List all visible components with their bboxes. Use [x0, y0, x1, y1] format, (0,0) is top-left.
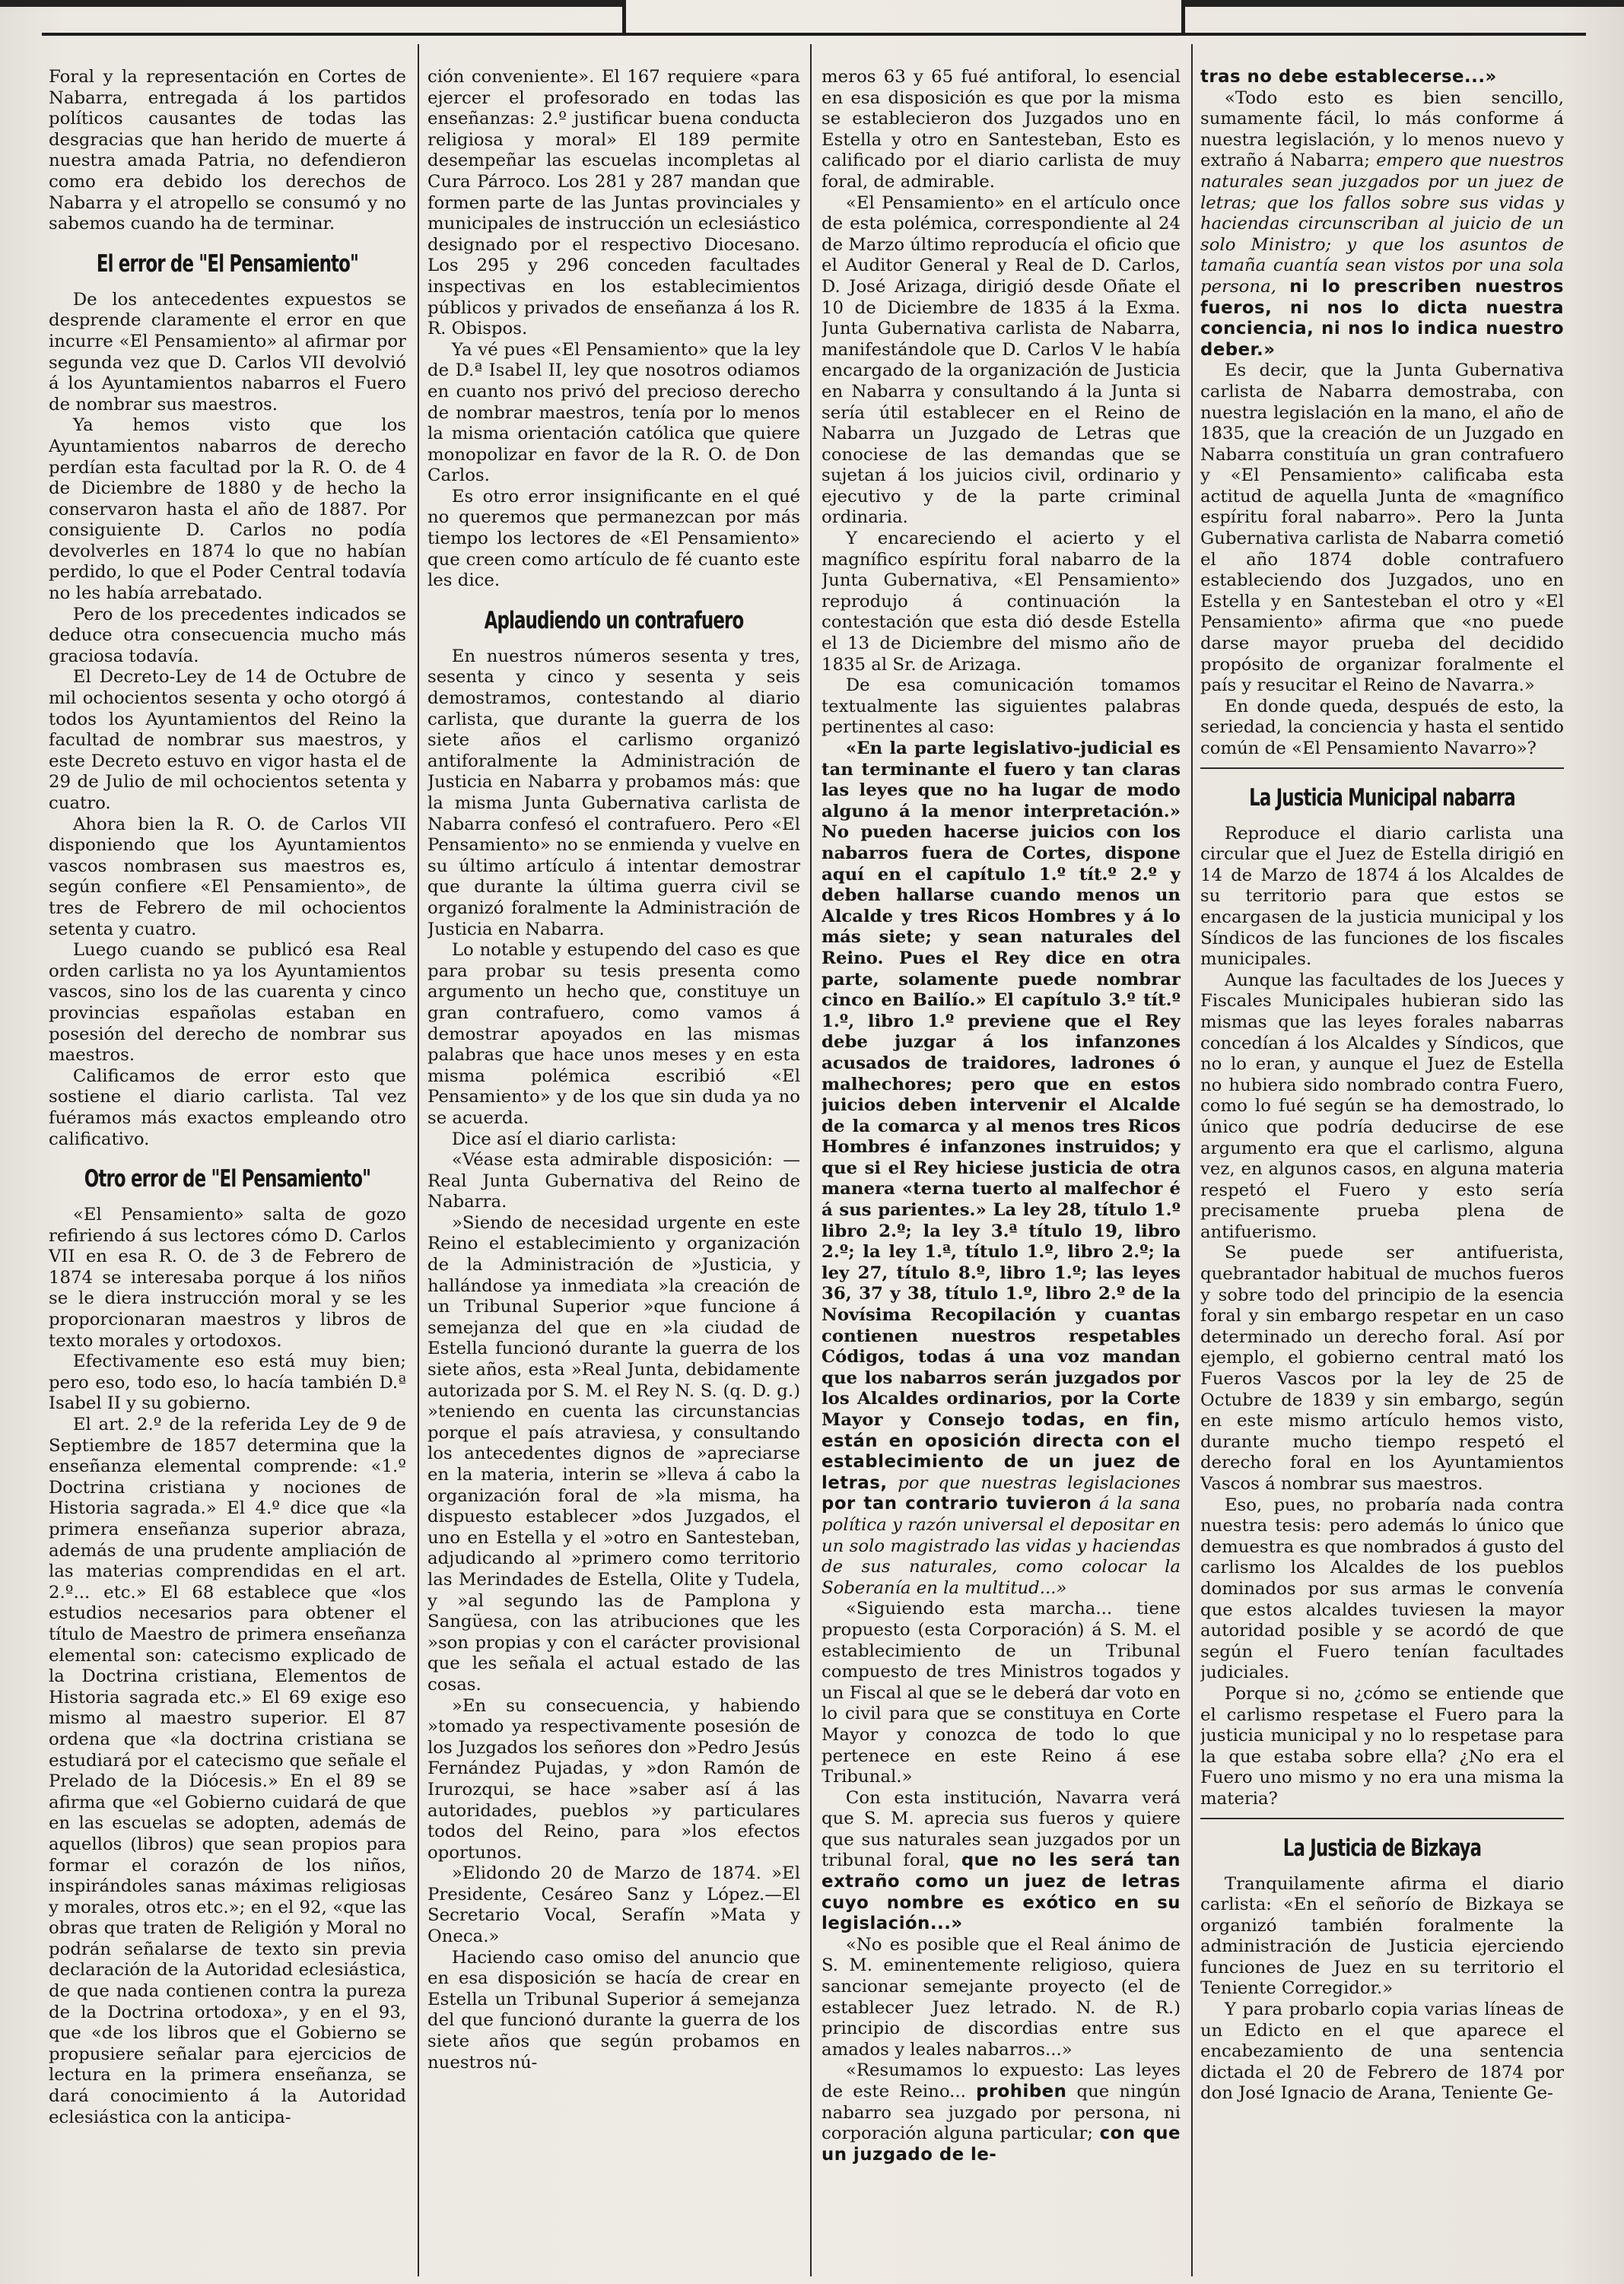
column-1	[49, 67, 406, 2273]
top-border-left	[0, 0, 622, 7]
column-3	[822, 67, 1181, 2273]
paragraph: Aunque las facultades de los Jueces y Fiscales Municipales hubieran sido las mismas que las leyes forales nabarras concedían á los Alcaldes y Síndicos, que no lo eran, y aunque el Juez de Estella no hubiera sido nombrado contra Fuero, como lo fué según se ha demostrado, lo único que podría deducirse de ese argumento era que el carlismo, alguna vez, en algunos casos, en alguna materia respetó el Fuero y esto sería precisamente prueba plena de antifuerismo.	[1200, 970, 1564, 1242]
quote-text: «En la parte legislativo-judicial es tan terminante el fuero y tan claras las leyes que no ha lugar de modo alguno á la menor interpretación.» No pueden hacerse juicios con los nabarros fuera de Cortes, dispone aquí en el capítulo 1.º tít.º 2.º y deben hallarse cuando menos un Alcalde y tres Ricos Hombres y á lo más siete; y sean naturales del Reino. Pues el Rey dice en otra parte, solamente puede nombrar cinco en Bailío.» El capítulo 3.º tít.º 1.º, libro 1.º previene que el Rey debe juzgar á los infanzones acusados de traidores, ladrones ó malhechores; pero que en estos juicios deben intervenir el Alcalde de la comarca y al menos tres Ricos Hombres é infanzones instruidos; y que si el Rey hiciese justicia de otra manera «terna tuerto al malfechor é á sus parientes.» La ley 28, título 1.º libro 2.º; la ley 3.ª título 19, libro 2.º; la ley 1.ª, título 1.º, libro 2.º; la ley 27, título 8.º, libro 1.º; las leyes 36, 37 y 38, título 1.º, libro 2.º de la Novísima Recopilación y cuantas contienen nuestros respetables Códigos, todas á una voz mandan que los nabarros serán juzgados por los Alcaldes ordinarios, por la Corte Mayor y Consejo	[822, 739, 1181, 1430]
top-divider-right	[1181, 0, 1185, 34]
headline-justicia-bizkaya: La Justicia de Bizkaya	[1282, 1834, 1482, 1862]
column-rule	[810, 44, 812, 2276]
paragraph: Lo notable y estupendo del caso es que para probar su tesis presenta como argumento un hecho que, constituye un gran contrafuero, como vamos á demostrar apoyados en las mismas palabras que hace unos meses y en esta misma polémica escribió «El Pensamiento» y de los que sin duda ya no se acuerda.	[427, 940, 800, 1128]
emphasis-text: con que un juzgado de le-	[822, 2124, 1181, 2165]
paragraph: Y para probarlo copia varias líneas de un Edicto en el que aparece el encabezamiento de una sentencia dictada el 20 de Febrero de 1874 por don José Ignacio de Arana, Teniente Ge-	[1200, 2000, 1564, 2104]
paragraph	[1200, 88, 1564, 361]
paragraph	[822, 2060, 1181, 2165]
paragraph: »En su consecuencia, y habiendo »tomado ya respectivamente posesión de los Juzgados los señores don »Pedro Jesús Fernández Pujadas, y »don Ramón de Irurozqui, se hace »saber así á las autoridades, pueblos »y particulares todos del Reino, para »los efectos oportunos.	[427, 1695, 800, 1863]
paragraph: Efectivamente eso está muy bien; pero eso, todo eso, lo hacía también D.ª Isabel II y su gobierno.	[49, 1352, 406, 1414]
quote-text: á la sana política y razón universal el depositar en un solo magistrado las vidas y haciendas de sus naturales, como colocar la Soberanía en la multitud...»	[822, 1494, 1181, 1598]
text: Con esta institución, Navarra verá que S. M. aprecia sus fueros y quiere que sus naturales sean juzgados por un tribunal foral,	[822, 1787, 1181, 1871]
paragraph: Reproduce el diario carlista una circular que el Juez de Estella dirigió en 14 de Marzo de 1874 á los Alcaldes de su territorio para que estos se encargasen de la justicia municipal y los Síndicos de las funciones de los fiscales municipales.	[1200, 823, 1564, 970]
paragraph: Haciendo caso omiso del anuncio que en esa disposición se hacía de crear en Estella un Tribunal Superior á semejanza del que funcionó durante la guerra de los siete años que según probamos en nuestros nú-	[427, 1947, 800, 2073]
divider	[1200, 767, 1564, 769]
headline-justicia-municipal: La Justicia Municipal nabarra	[1249, 783, 1515, 812]
emphasis-text: por tan contrario tuvieron	[822, 1494, 1092, 1514]
top-border-right	[1183, 0, 1624, 7]
paragraph: Dice así el diario carlista:	[451, 1129, 677, 1149]
paragraph: Es decir, que la Junta Gubernativa carlista de Nabarra demostraba, con nuestra legislación en la mano, el año de 1835, que la creación de un Juzgado en Nabarra constituía un gran contrafuero y «El Pensamiento» calificaba esta actitud de aquella Junta de «magnífico espíritu foral nabarro». Pero la Junta Gubernativa carlista de Nabarra cometió el año 1874 doble contrafuero estableciendo dos Juzgados, uno en Estella y en Santesteban el otro y «El Pensamiento» afirma que «no puede darse mayor prueba del decidido propósito de organizar foralmente el país y resucitar el Reino de Navarra.»	[1200, 361, 1564, 696]
emphasis-text: ni lo prescriben nuestros fueros, ni nos lo dicta nuestra conciencia, ni nos lo indica nuestro deber.»	[1200, 276, 1564, 360]
paragraph: ción conveniente». El 167 requiere «para ejercer el profesorado en todas las enseñanzas: 2.º justificar buena conducta religiosa y moral» El 189 permite desempeñar las escuelas incompletas al Cura Párroco. Los 281 y 287 mandan que formen parte de las Juntas provinciales y municipales de instrucción un eclesiástico designado por el respectivo Diocesano. Los 295 y 296 conceden facultades inspectivas en los establecimientos públicos y privados de enseñanza á los R. R. Obispos.	[427, 67, 800, 339]
paragraph: »Elidondo 20 de Marzo de 1874. »El Presidente, Cesáreo Sanz y López.—El Secretario Vocal, Serafín »Mata y Oneca.»	[427, 1863, 800, 1947]
paragraph: Pero de los precedentes indicados se deduce otra consecuencia mucho más graciosa todavía.	[49, 604, 406, 666]
text: «Resumamos lo expuesto: Las leyes de este Reino...	[822, 2060, 1181, 2101]
paragraph	[1200, 67, 1564, 88]
paragraph: Calificamos de error esto que sostiene el diario carlista. Tal vez fuéramos más exactos empleando otro calificativo.	[49, 1066, 406, 1149]
divider	[1200, 1818, 1564, 1819]
paragraph	[822, 1788, 1181, 1935]
paragraph: «Véase esta admirable disposición: —Real Junta Gubernativa del Reino de Nabarra.	[427, 1150, 800, 1212]
paragraph: Y encareciendo el acierto y el magnífico espíritu foral nabarro de la Junta Gubernativa, «El Pensamiento» reprodujo á continuación la contestación que esta dió desde Estella el 13 de Diciembre del mismo año de 1835 al Sr. de Arizaga.	[822, 529, 1181, 675]
paragraph: En nuestros números sesenta y tres, sesenta y cinco y sesenta y seis demostramos, contestando al diario carlista, que durante la guerra de los siete años el carlismo organizó antiforalmente la Administración de Justicia en Nabarra y probamos más: que la misma Junta Gubernativa carlista de Nabarra confesó el contrafuero. Pero «El Pensamiento» no se enmienda y vuelve en su último artículo á intentar demostrar que durante la última guerra civil se organizó foralmente la Administración de Justicia en Nabarra.	[427, 646, 800, 939]
paragraph: Luego cuando se publicó esa Real orden carlista no ya los Ayuntamientos vascos, sino los de las cuarenta y cinco provincias españolas estaban en posesión del derecho de nombrar sus maestros.	[49, 940, 406, 1066]
header-rule	[42, 33, 1586, 36]
paragraph: En donde queda, después de esto, la seriedad, la conciencia y hasta el sentido común de «El Pensamiento Navarro»?	[1200, 696, 1564, 758]
column-4	[1200, 67, 1564, 2273]
paragraph: El art. 2.º de la referida Ley de 9 de Septiembre de 1857 determina que la enseñanza elemental comprende: «1.º Doctrina cristiana y nociones de Historia sagrada.» El 4.º dice que «la primera enseñanza superior abraza, además de una prudente ampliación de las materias comprendidas en el art. 2.º... etc.» El 68 establece que «los estudios necesarios para obtener el título de Maestro de primera enseñanza elemental son: catecismo explicado de la Doctrina cristiana, Elementos de Historia sagrada etc.» El 69 exige eso mismo al maestro superior. El 87 ordena que «la doctrina cristiana se estudiará por el catecismo que señale el Prelado de la Diócesis.» En el 89 se afirma que «el Gobierno cuidará de que en las escuelas se adopten, además de aquellos (libros) que sean propios para formar el corazón de los niños, inspirándoles sanas máximas religiosas y morales, otros etc.»; en el 92, «que las obras que traten de Religión y Moral no podrán señalarse de texto sin previa declaración de la Autoridad eclesiástica, de que nada contienen contra la pureza de la Doctrina ortodoxa», y en el 93, que «de los libros que el Gobierno se propusiere señalar para ejercicios de lectura en la primera enseñanza, se dará conocimiento á la Autoridad eclesiástica con la anticipa-	[49, 1415, 406, 2127]
paragraph: Ya hemos visto que los Ayuntamientos nabarros de derecho perdían esta facultad por la R. O. de 4 de Diciembre de 1880 y de hecho la conservaron hasta el año de 1887. Por consiguiente D. Carlos no podía devolverles en 1874 lo que no habían perdido, lo que el Poder Central todavía no les había arrebatado.	[49, 415, 406, 604]
paragraph: De los antecedentes expuestos se desprende claramente el error en que incurre «El Pensamiento» al afirmar por segunda vez que D. Carlos VII devolvió á los Ayuntamientos nabarros el Fuero de nombrar sus maestros.	[49, 289, 406, 415]
paragraph: «El Pensamiento» en el artículo once de esta polémica, correspondiente al 24 de Marzo último reproducía el oficio que el Auditor General y Real de D. Carlos, D. José Arizaga, dirigió desde Oñate el 10 de Diciembre de 1835 á la Exma. Junta Gubernativa carlista de Nabarra, manifestándole que D. Carlos V le había encargado de la organización de Justicia en Nabarra y consultando á la Junta si sería útil establecer en el Reino de Nabarra un Juzgado de Letras que conociese de las demandas que se sujetan á los juicios civil, ordinario y ejecutivo y de la parte criminal ordinaria.	[822, 192, 1181, 528]
headline-otro-error: Otro error de "El Pensamiento"	[84, 1165, 371, 1193]
paragraph: Tranquilamente afirma el diario carlista: «En el señorío de Bizkaya se organizó también foralmente la administración de Justicia ejerciendo funciones de Juez en su territorio el Teniente Corregidor.»	[1200, 1873, 1564, 1999]
quote-text: por que nuestras legislaciones	[887, 1472, 1181, 1493]
paragraph: El Decreto-Ley de 14 de Octubre de mil ochocientos sesenta y ocho otorgó á todos los Ayuntamientos del Reino la facultad de nombrar sus maestros, y este Decreto estuvo en vigor hasta el de 29 de Julio de mil ochocientos setenta y cuatro.	[49, 667, 406, 813]
emphasis-text: prohiben	[976, 2082, 1067, 2101]
paragraph: »Siendo de necesidad urgente en este Reino el establecimiento y organización de la Administración de »Justicia, y hallándose ya inmediata »la creación de un Tribunal Superior »que funcione á semejanza del que en »la ciudad de Estella funcionó durante la guerra de los siete años, esta »Real Junta, debidamente autorizada por S. M. el Rey N. S. (q. D. g.) »teniendo en cuenta las circunstancias porque el país atraviesa, y consultando los antecedentes dignos de »apreciarse en la materia, interin se »lleva á cabo la organización foral de »la misma, ha dispuesto establecer »dos Juzgados, el uno en Estella y el »otro en Santesteban, adjudicando al »primero como territorio las Merindades de Estella, Olite y Tudela, y »al segundo las de Pamplona y Sangüesa, con las atribuciones que les »son propias y con el carácter provisional que les señala el actual estado de las cosas.	[427, 1212, 800, 1695]
paragraph	[822, 739, 1181, 1599]
paragraph: Eso, pues, no probaría nada contra nuestra tesis: pero además lo único que demuestra es que nombrados á gusto del carlismo los Alcaldes de los pueblos dominados por sus armas le convenía que estos alcaldes tuviesen la mayor autoridad posible y se acordó de que según el Fuero tenían facultades judiciales.	[1200, 1495, 1564, 1683]
text: «Todo esto es bien sencillo, sumamente fácil, lo más conforme á nuestra legislación, y lo menos nuevo y extraño á Nabarra;	[1200, 87, 1564, 171]
quote-text: empero que nuestros naturales sean juzgados por un juez de letras; que los fallos sobre sus vidas y haciendas circunscriban al juicio de un solo Ministro; y que los asuntos de tamaña cuantía sean vistos por una sola persona,	[1200, 151, 1564, 297]
paragraph: meros 63 y 65 fué antiforal, lo esencial en esa disposición es que por la misma se establecieron dos Juzgados uno en Estella y otro en Santesteban, Esto es calificado por el diario carlista de muy foral, de admirable.	[822, 67, 1181, 192]
column-rule	[1191, 44, 1193, 2276]
emphasis-text: tras no debe establecerse...»	[1200, 67, 1497, 87]
paragraph: «No es posible que el Real ánimo de S. M. eminentemente religioso, quiera sancionar semejante proyecto (el de establecer Juez letrado. N. de R.) principio de discordias entre sus amados y leales nabarros...»	[822, 1934, 1181, 2060]
emphasis-text: que no les será tan extraño como un juez de letras cuyo nombre es exótico en su legislación...»	[822, 1850, 1181, 1934]
text: que ningún nabarro sea juzgado por persona, ni corporación alguna particular;	[822, 2082, 1181, 2144]
top-divider-left	[622, 0, 626, 34]
paragraph: «Siguiendo esta marcha... tiene propuesto (esta Corporación) á S. M. el establecimiento de un Tribunal compuesto de tres Ministros togados y un Fiscal al que se le deberá dar voto en lo civil para que se constituya en Corte Mayor y conozca de todo lo que pertenece en este Reino á ese Tribunal.»	[822, 1599, 1181, 1787]
paragraph: Ahora bien la R. O. de Carlos VII disponiendo que los Ayuntamientos vascos nombrasen sus maestros es, según confiere «El Pensamiento», de tres de Febrero de mil ochocientos setenta y cuatro.	[49, 814, 406, 939]
paragraph: Ya vé pues «El Pensamiento» que la ley de D.ª Isabel II, ley que nosotros odiamos en cuanto nos privó del precioso derecho de nombrar maestros, tenía por lo menos la misma orientación católica que quiere monopolizar en favor de la R. O. de Don Carlos.	[427, 339, 800, 486]
paragraph: Se puede ser antifuerista, quebrantador habitual de muchos fueros y sobre todo del principio de la esencia foral y sin embargo respetar en un caso determinado un derecho foral. Así por ejemplo, el gobierno central mató los Fueros Vascos por la ley de 25 de Octubre de 1839 y sin embargo, según en este mismo artículo hemos visto, durante mucho tiempo respetó el derecho foral en los Ayuntamientos Vascos á nombrar sus maestros.	[1200, 1243, 1564, 1494]
column-2	[427, 67, 800, 2273]
paragraph: Foral y la representación en Cortes de Nabarra, entregada á los partidos políticos causantes de todas las desgracias que han herido de muerte á nuestra amada Patria, no defendieron como era debido los derechos de Nabarra y el atropello se consumó y no sabemos cuando ha de terminar.	[49, 67, 406, 234]
paragraph: Es otro error insignificante en el qué no queremos que permanezcan por más tiempo los lectores de «El Pensamiento» que creen como artículo de fé cuanto este les dice.	[427, 486, 800, 591]
column-rule	[418, 44, 419, 2276]
paragraph: Porque si no, ¿cómo se entiende que el carlismo respetase el Fuero para la justicia municipal y no lo respetase para la que estaba sobre ella? ¿No era el Fuero uno mismo y no era una misma la materia?	[1200, 1683, 1564, 1809]
headline-error-pensamiento: El error de "El Pensamiento"	[96, 249, 359, 278]
paragraph: De esa comunicación tomamos textualmente las siguientes palabras pertinentes al caso:	[822, 675, 1181, 738]
emphasis-text: todas, en fin, están en oposición directa con el establecimiento de un juez de letras,	[822, 1410, 1181, 1493]
headline-aplaudiendo-contrafuero: Aplaudiendo un contrafuero	[484, 606, 744, 634]
paragraph: «El Pensamiento» salta de gozo refiriendo á sus lectores cómo D. Carlos VII en esa R. O. de 3 de Febrero de 1874 se interesaba porque á los niños se le diera instrucción moral y se les proporcionaran maestros y libros de texto morales y ortodoxos.	[49, 1205, 406, 1351]
